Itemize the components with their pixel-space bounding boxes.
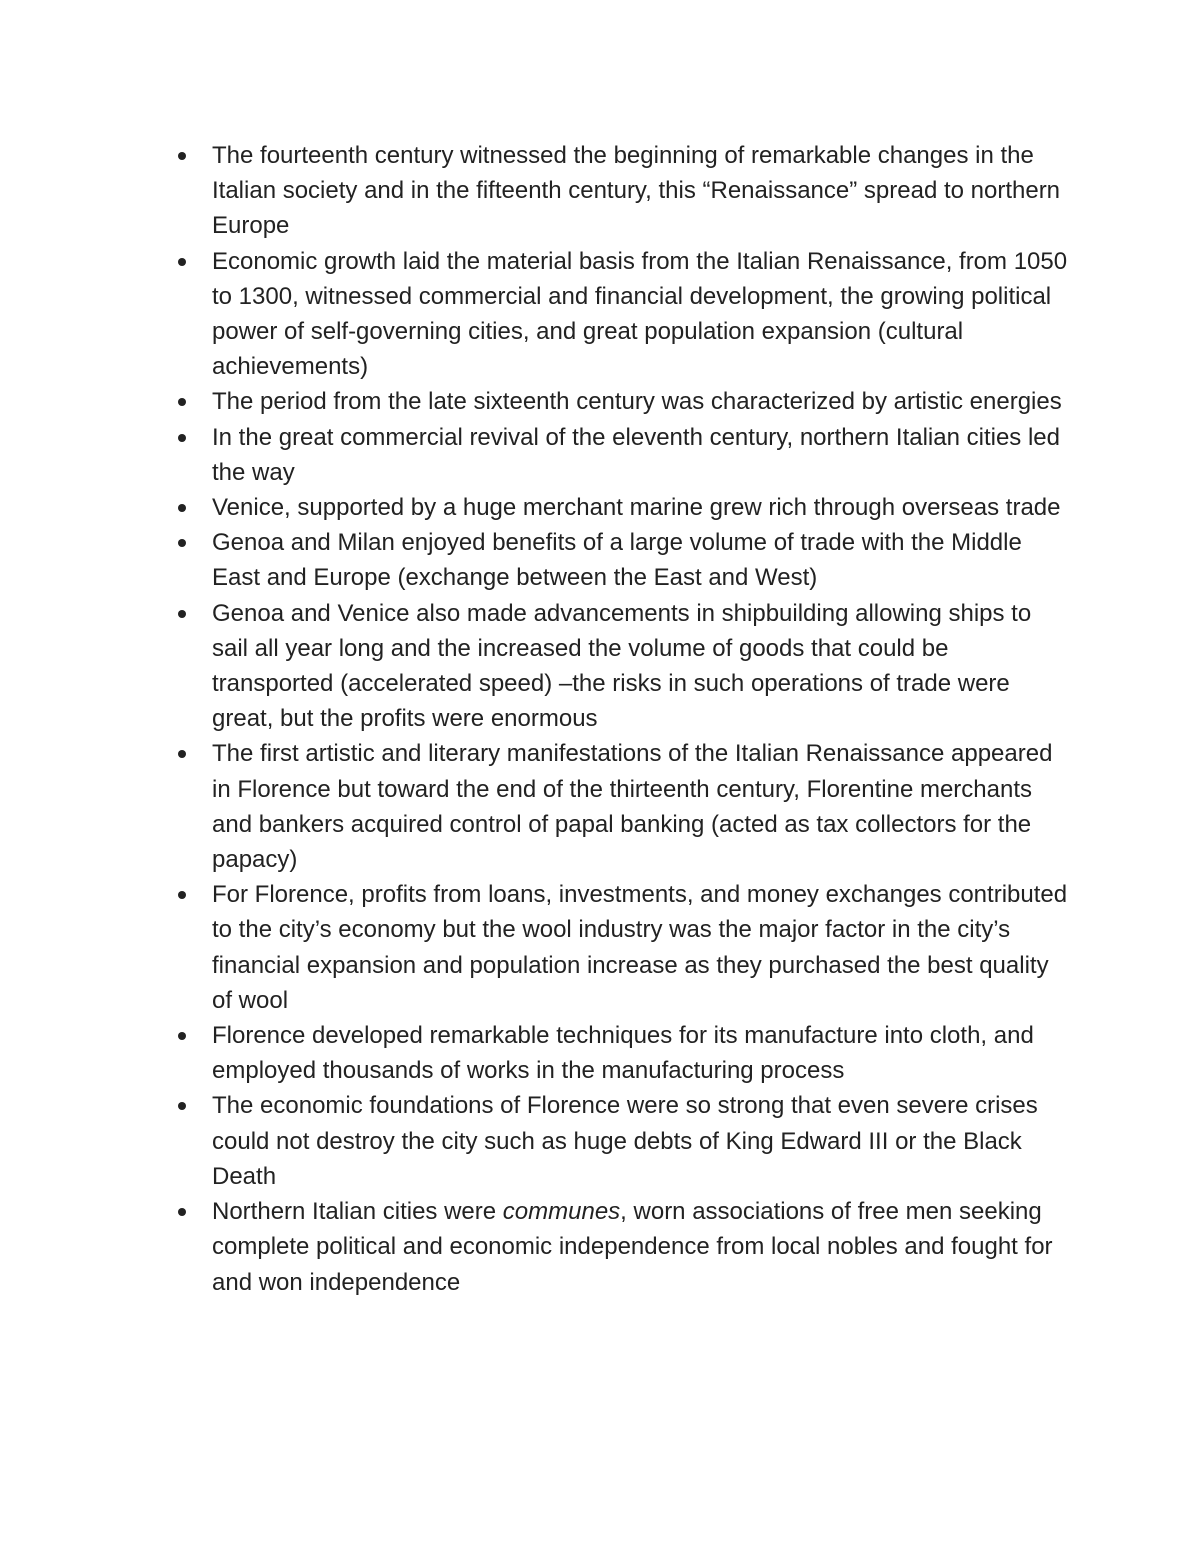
list-item-text: For Florence, profits from loans, investments, and money exchanges contributed to the city’s economy but the wool industry was the major factor in the city’s financial expansion and population increase as they purchased the best quality of wool xyxy=(212,881,1068,1014)
bullet-dot-icon xyxy=(178,434,186,442)
list-item-text: Florence developed remarkable techniques for its manufacture into cloth, and employed thousands of works in the manufacturing process xyxy=(212,1022,1034,1085)
list-item xyxy=(212,490,1072,525)
bullet-dot-icon xyxy=(178,152,186,160)
list-item xyxy=(212,384,1072,419)
list-item-text: Genoa and Venice also made advancements in shipbuilding allowing ships to sail all year long and the increased the volume of goods that could be transported (accelerated speed) –the risks in such operations of trade were great, but the profits were enormous xyxy=(212,599,1032,733)
bullet-dot-icon xyxy=(178,504,186,512)
list-item xyxy=(212,877,1072,1018)
emphasized-term: communes xyxy=(502,1198,621,1226)
list-item-text: The economic foundations of Florence were so strong that even severe crises could not destroy the city such as huge debts of King Edward III or the Black Death xyxy=(212,1092,1038,1190)
list-item xyxy=(212,1194,1072,1300)
bullet-dot-icon xyxy=(178,398,186,406)
bullet-dot-icon xyxy=(178,1208,186,1216)
list-item-text: The first artistic and literary manifestations of the Italian Renaissance appeared in Florence but toward the end of the thirteenth century, Florentine merchants and bankers acquired control of papal banking (acted as tax collectors for the papacy) xyxy=(212,740,1053,874)
list-item-text: Venice, supported by a huge merchant marine grew rich through overseas trade xyxy=(212,494,1061,522)
list-item xyxy=(212,1018,1072,1088)
list-item-text: In the great commercial revival of the eleventh century, northern Italian cities led the way xyxy=(212,423,1060,486)
bullet-dot-icon xyxy=(178,891,186,899)
bullet-dot-icon xyxy=(178,539,186,547)
bullet-dot-icon xyxy=(178,610,186,618)
list-item xyxy=(212,420,1072,490)
bullet-dot-icon xyxy=(178,1102,186,1110)
list-item xyxy=(212,138,1072,244)
list-item-text-end: , worn associations of free men seeking complete political and economic independence from local nobles and fought for and won independence xyxy=(212,1198,1053,1296)
list-item xyxy=(212,596,1072,737)
bullet-dot-icon xyxy=(178,750,186,758)
bullet-dot-icon xyxy=(178,258,186,266)
list-item xyxy=(212,736,1072,877)
bullet-dot-icon xyxy=(178,1032,186,1040)
list-item-text: The fourteenth century witnessed the beginning of remarkable changes in the Italian society and in the fifteenth century, this “Renaissance” spread to northern Europe xyxy=(212,142,1061,240)
list-item-text xyxy=(212,1198,1053,1295)
list-item xyxy=(212,1088,1072,1194)
list-item-text-start: Northern Italian cities were xyxy=(212,1198,503,1226)
bullet-list xyxy=(212,138,1072,1300)
list-item xyxy=(212,244,1072,385)
list-item xyxy=(212,525,1072,595)
list-item-text: The period from the late sixteenth century was characterized by artistic energies xyxy=(212,388,1062,416)
list-item-text: Economic growth laid the material basis from the Italian Renaissance, from 1050 to 1300, witnessed commercial and financial development, the growing political power of self-governing cities, and great population expansion (cultural achievements) xyxy=(212,247,1068,381)
list-item-text: Genoa and Milan enjoyed benefits of a large volume of trade with the Middle East and Europe (exchange between the East and West) xyxy=(212,529,1022,592)
